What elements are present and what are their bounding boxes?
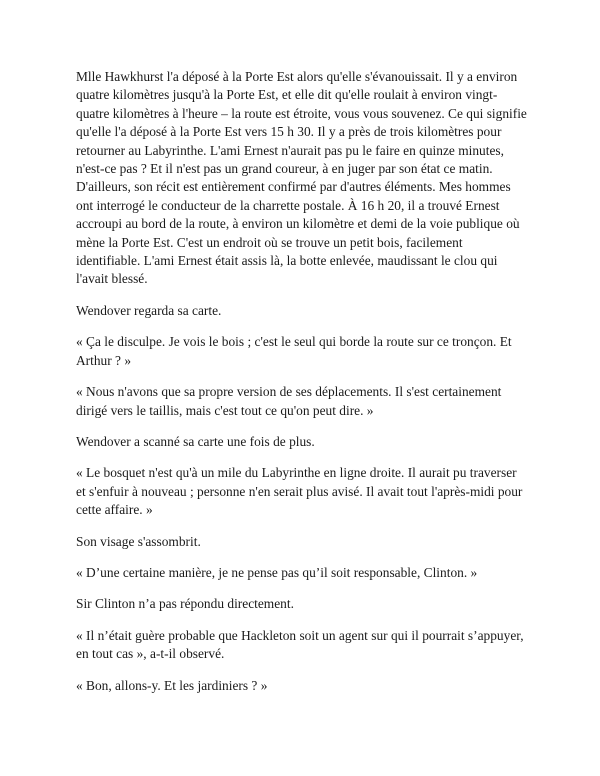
paragraph-hackleton: « Il n’était guère probable que Hackleton soit un agent sur qui il pourrait s’appuyer, en tout cas », a-t-il observé. <box>76 627 524 662</box>
paragraph-wendover-scan: Wendover a scanné sa carte une fois de plus. <box>76 433 315 449</box>
paragraph-visage: Son visage s'assombrit. <box>76 533 201 549</box>
paragraph-sir-clinton: Sir Clinton n’a pas répondu directement. <box>76 596 294 612</box>
paragraph-jardiniers: « Bon, allons-y. Et les jardiniers ? » <box>76 677 268 693</box>
paragraph-disculpe: « Ça le disculpe. Je vois le bois ; c'est le seul qui borde la route sur ce tronçon. Et Arthur ? » <box>76 334 512 368</box>
paragraph-wendover-map: Wendover regarda sa carte. <box>76 302 222 318</box>
paragraph-bosquet: « Le bosquet n'est qu'à un mile du Labyrinthe en ligne droite. Il aurait pu traverser et s'enfuir à nouveau ; personne n'en serait plus avisé. Il avait tout l'après-midi pour cette affaire. » <box>76 465 523 518</box>
paragraph-alibi-ernest: Mlle Hawkhurst l'a déposé à la Porte Est alors qu'elle s'évanouissait. Il y a environ quatre kilomètres jusqu'à la Porte Est, et elle dit qu'elle roulait à environ vingt-quatre kilomètres à l'heure – la route est étroite, vous vous souvenez. Ce qui signifie qu'elle l'a déposé à la Porte Est vers 15 h 30. Il y a près de trois kilomètres pour retourner au Labyrinthe. L'ami Ernest n'aurait pas pu le faire en quinze minutes, n'est-ce pas ? Et il n'est pas un grand coureur, à en juger par son état ce matin. D'ailleurs, son récit est entièrement confirmé par d'autres éléments. Mes hommes ont interrogé le conducteur de la charrette postale. À 16 h 20, il a trouvé Ernest accroupi au bord de la route, à environ un kilomètre et demi de la voie publique où mène la Porte Est. C'est un endroit où se trouve un petit bois, facilement identifiable. L'ami Ernest était assis là, la botte enlevée, maudissant le clou qui l'avait blessé. <box>76 69 527 287</box>
paragraph-version-arthur: « Nous n'avons que sa propre version de ses déplacements. Il s'est certainement dirigé vers le taillis, mais c'est tout ce qu'on peut dire. » <box>76 384 502 418</box>
document-page <box>76 68 528 708</box>
paragraph-responsable: « D’une certaine manière, je ne pense pas qu’il soit responsable, Clinton. » <box>76 564 478 580</box>
